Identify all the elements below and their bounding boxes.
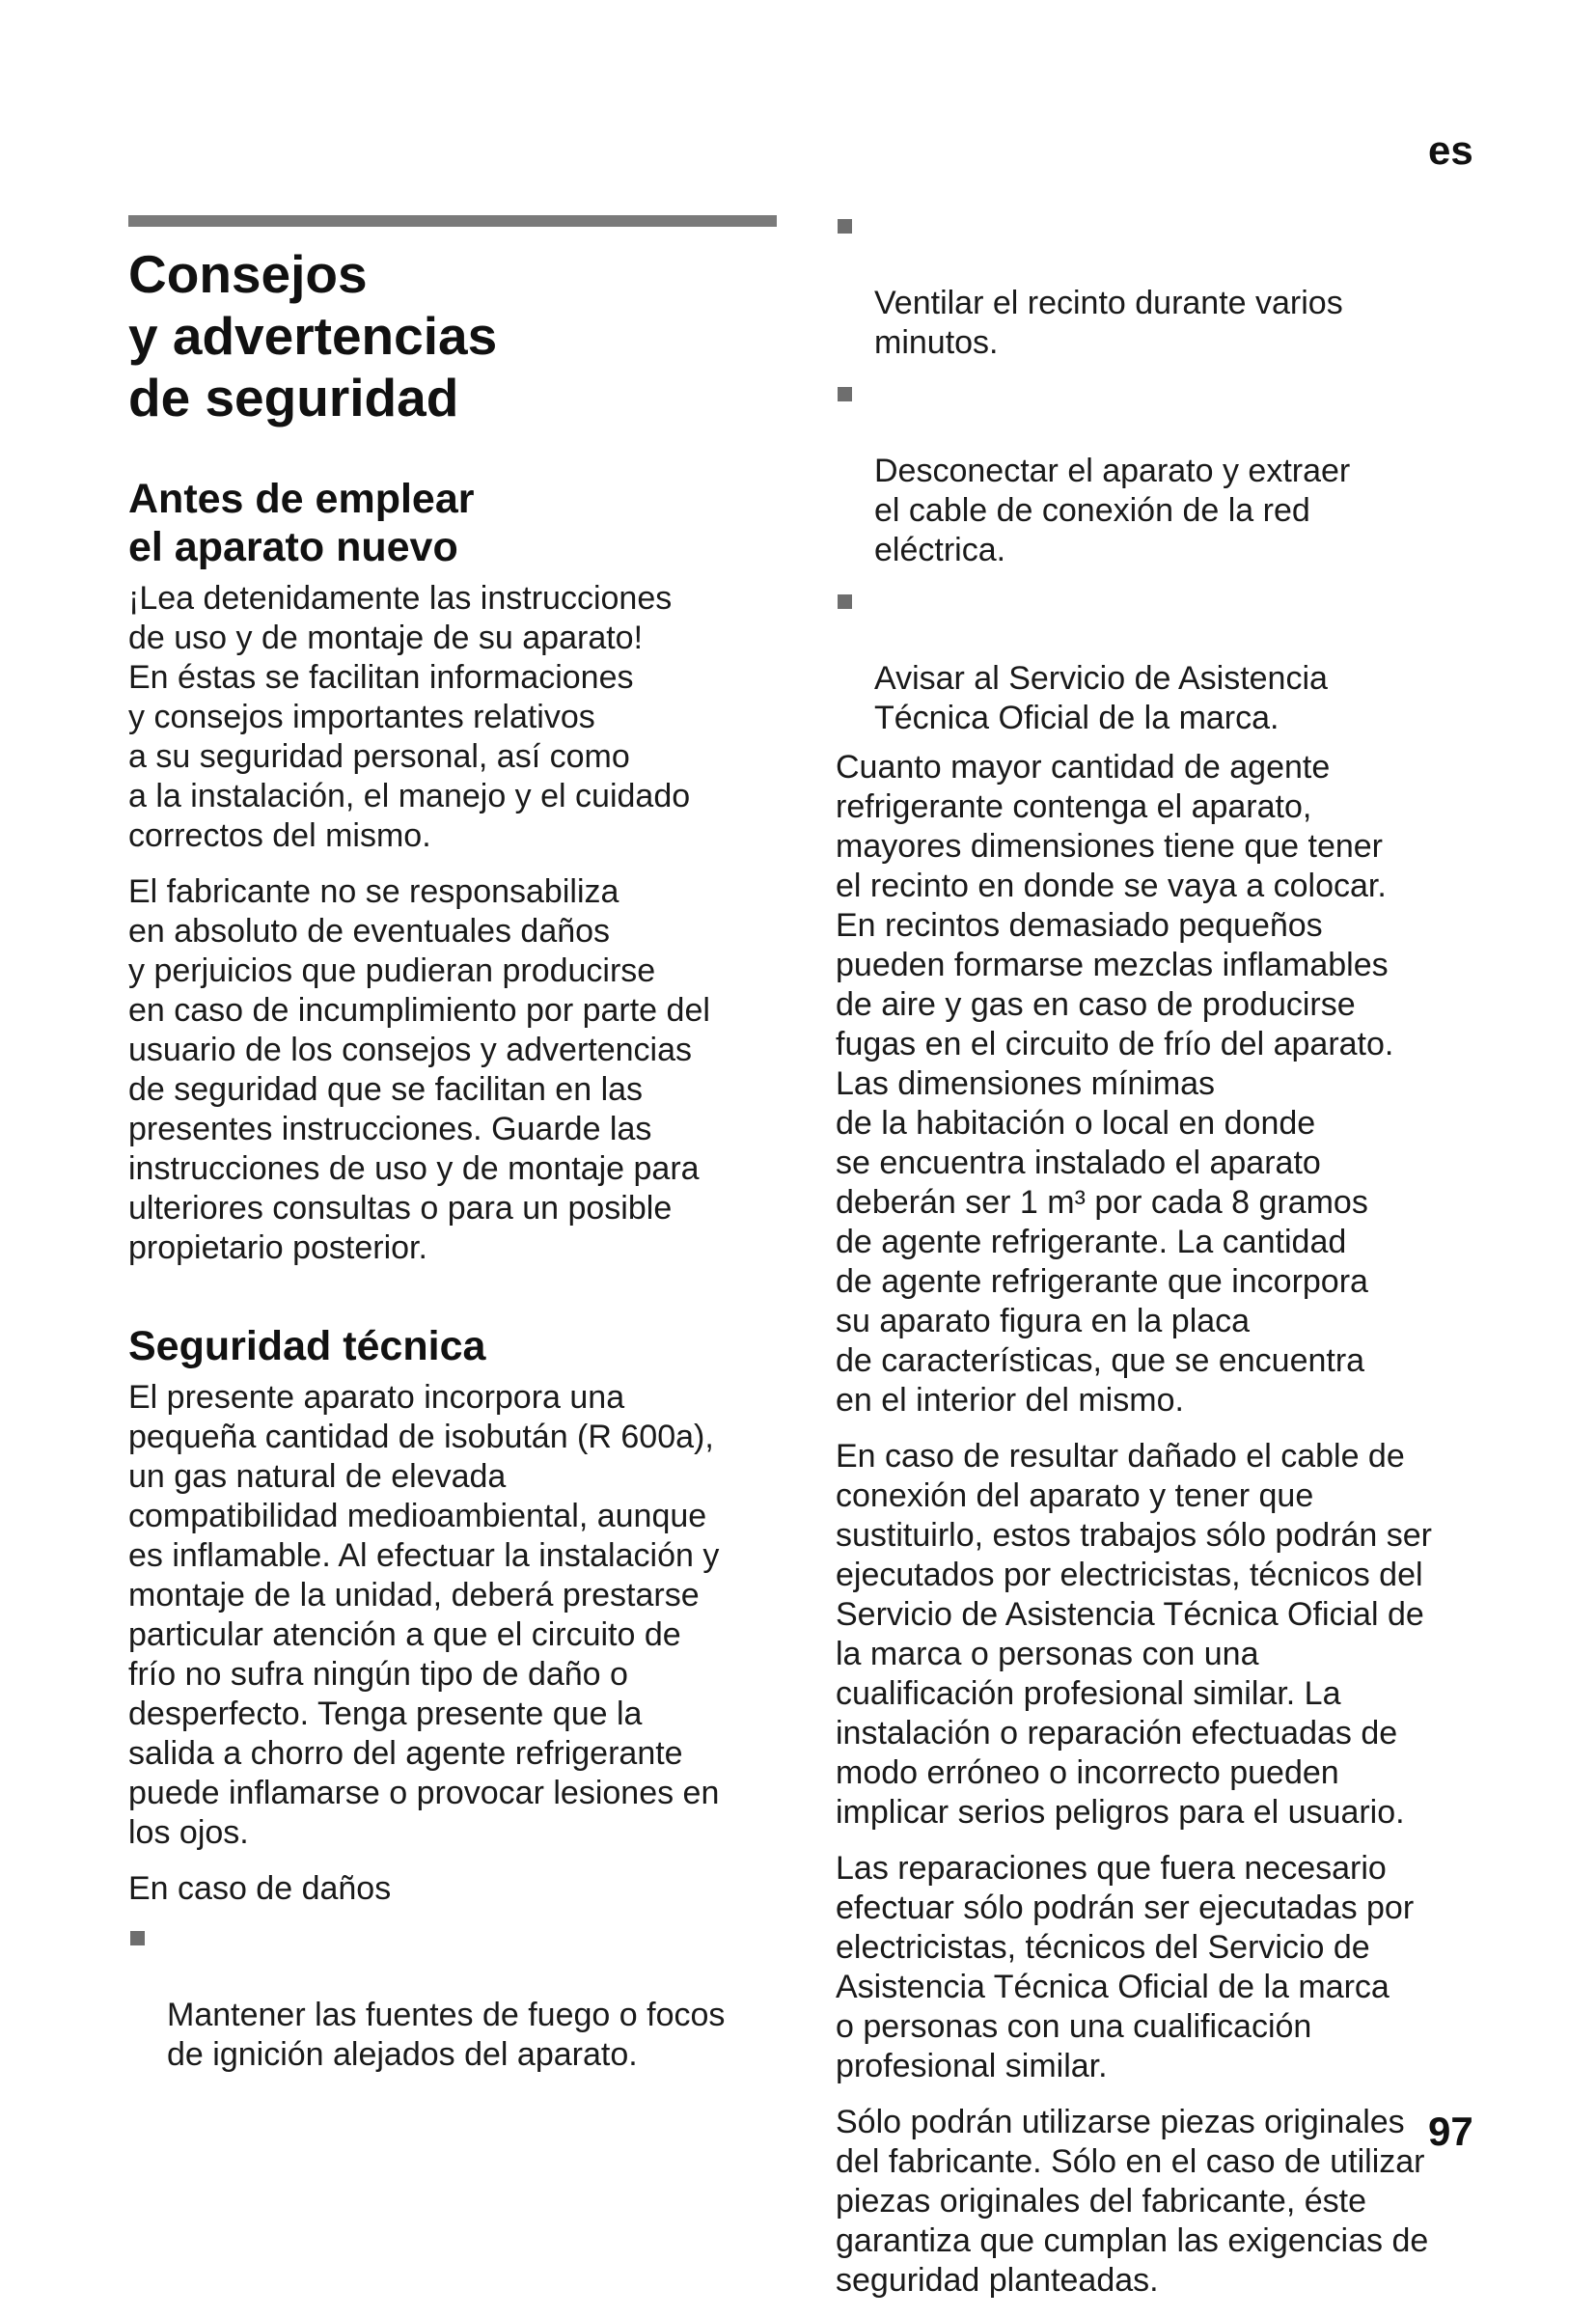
paragraph-agente-refrigerante: Cuanto mayor cantidad de agente refrigerante contenga el aparato, mayores dimensiones tiene que tener el recinto en donde se vaya a colocar. En recintos demasiado pequeños pueden formarse mezclas inflamables de aire y gas en caso de producirse fugas en el circuito de frío del aparato. Las dimensiones mínimas de la habitación o local en donde se encuentra instalado el aparato deberán ser 1 m³ por cada 8 gramos de agente refrigerante. La cantidad de agente refrigerante que incorpora su aparato figura en la placa de características, que se encuentra en el interior del mismo. [836, 749, 1394, 1419]
bullet-list-left [128, 1917, 804, 2075]
list-item-text: Desconectar el aparato y extraer el cable de conexión de la red eléctrica. [874, 453, 1351, 568]
list-item [836, 372, 1492, 570]
list-item-text: Mantener las fuentes de fuego o focos de ignición alejados del aparato. [167, 1997, 726, 2073]
bullet-square-icon [838, 594, 852, 609]
paragraph-reparaciones: Las reparaciones que fuera necesario efectuar sólo podrán ser ejecutadas por electricistas, técnicos del Servicio de Asistencia Técnica Oficial de la marca o personas con una cualificación profesional similar. [836, 1850, 1415, 2084]
bullet-square-icon [130, 1931, 145, 1945]
paragraph-fabricante: El fabricante no se responsabiliza en absoluto de eventuales daños y perjuicios que pudieran producirse en caso de incumplimiento por parte del usuario de los consejos y advertencias de seguridad que se facilitan en las presentes instrucciones. Guarde las instrucciones de uso y de montaje para ulteriores consultas o para un posible propietario posterior. [128, 873, 710, 1266]
paragraph-piezas-originales: Sólo podrán utilizarse piezas originales del fabricante. Sólo en el caso de utilizar piezas originales del fabricante, éste garantiza que cumplan las exigencias de seguridad planteadas. [836, 2104, 1429, 2299]
bullet-square-icon [838, 219, 852, 234]
list-item-text: Ventilar el recinto durante varios minutos. [874, 285, 1343, 361]
bullet-square-icon [838, 387, 852, 401]
paragraph-lea: ¡Lea detenidamente las instrucciones de uso y de montaje de su aparato! En éstas se facilitan informaciones y consejos importantes relativos a su seguridad personal, así como a la instalación, el manejo y el cuidado correctos del mismo. [128, 580, 691, 854]
title-rule [128, 215, 777, 227]
page-number: 97 [1428, 2109, 1473, 2154]
paragraph-isobutan: El presente aparato incorpora una pequeña cantidad de isobután (R 600a), un gas natural de elevada compatibilidad medioambiental, aunque es inflamable. Al efectuar la instalación y montaje de la unidad, deberá prestarse particular atención a que el circuito de frío no sufra ningún tipo de daño o desperfecto. Tenga presente que la salida a chorro del agente refrigerante puede inflamarse o provocar lesiones en los ojos. [128, 1379, 720, 1851]
bullet-list-right [836, 205, 1492, 738]
section-heading-seguridad-tecnica: Seguridad técnica [128, 1323, 486, 1369]
language-code: es [1428, 127, 1473, 173]
list-item [836, 205, 1492, 363]
section-heading-antes: Antes de emplear el aparato nuevo [128, 476, 475, 570]
list-item [836, 580, 1492, 738]
page-title: Consejos y advertencias de seguridad [128, 244, 498, 428]
list-item [128, 1917, 804, 2075]
left-column [128, 243, 804, 2084]
right-column [836, 205, 1492, 2317]
list-item-text: Avisar al Servicio de Asistencia Técnica Oficial de la marca. [874, 660, 1328, 736]
paragraph-cable-conexion: En caso de resultar dañado el cable de conexión del aparato y tener que sustituirlo, estos trabajos sólo podrán ser ejecutados por electricistas, técnicos del Servicio de Asistencia Técnica Oficial de la marca o personas con una cualificación profesional similar. La instalación o reparación efectuadas de modo erróneo o incorrecto pueden implicar serios peligros para el usuario. [836, 1438, 1432, 1831]
paragraph-en-caso-de-danos: En caso de daños [128, 1870, 392, 1907]
